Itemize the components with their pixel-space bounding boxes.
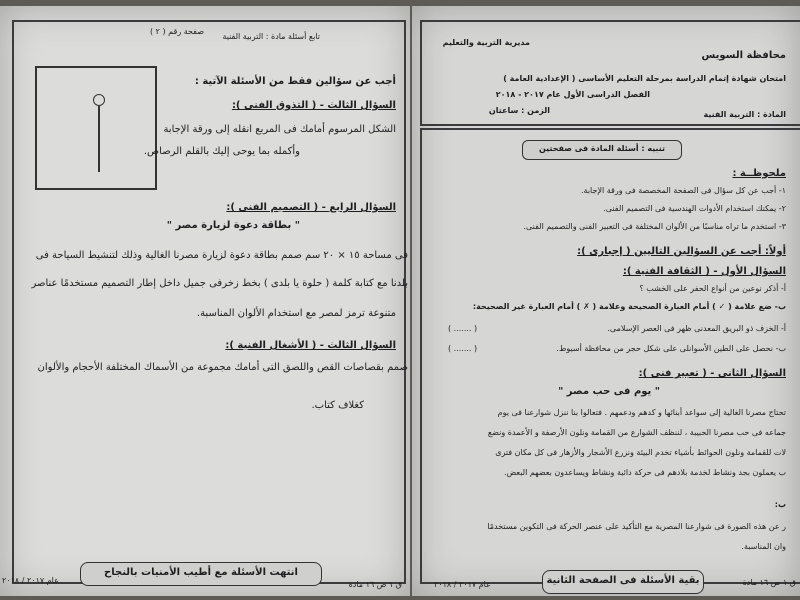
q3-text-1: الشكل المرسوم أمامك فى المربع انقله إلى ورقة الإجابة <box>163 124 396 135</box>
q2-title: السؤال الثانى - ( تعبير فنى ): <box>638 368 786 379</box>
exam-title: امتحان شهادة إتمام الدراسة بمرحلة التعليم الأساسى ( الإعدادية العامة ) <box>503 74 786 83</box>
q2-text-2: جماعه فى حب مصرنا الحبيبة ، لننظف الشوارع من القمامة ونلون الأرصفة و الأعمدة ونضع <box>487 428 786 437</box>
q4-text-3: متنوعة ترمز لمصر مع استخدام الألوان المناسبة. <box>196 308 396 319</box>
drawing-square <box>35 66 157 190</box>
q2-text-1: تحتاج مصرنا الغالية إلى سواعد أبنائها و كدهم ودعمهم . فتعالوا بنا ننزل شوارعنا فى يوم <box>497 408 786 417</box>
footer-year: عام ٢٠١٧ / ٢٠١٨ <box>434 580 491 589</box>
continued-box <box>542 570 704 594</box>
instruction: أجب عن سؤالين فقط من الأسئلة الآتية : <box>194 76 396 87</box>
exam-page-2 <box>0 6 410 596</box>
q4-subtitle: " بطاقة دعوة لزيارة مصر " <box>166 220 300 231</box>
q4-text-2: بلدنا مع كتابة كلمة ( حلوة يا بلدى ) بخط زخرفى جميل داخل إطار التصميم مستخدمًا عناصر <box>31 278 408 289</box>
page-number: صفحة رقم ( ٢ ) <box>150 27 205 36</box>
content-border <box>420 128 800 584</box>
note-2: ٢- يمكنك استخدام الأدوات الهندسية فى التصميم الفنى. <box>603 204 786 213</box>
q1-b-2: ب- نحصل على الطين الأسوانلى على شكل حجر من محافظة أسيوط. <box>556 344 786 353</box>
governorate: محافظة السويس <box>701 50 786 61</box>
line-shape <box>98 106 100 172</box>
q1-title: السؤال الأول - ( الثقافة الفنية ): <box>622 266 786 277</box>
q2-text-5: ر عن هذه الصورة فى شوارعنا المصرية مع التأكيد على عنصر الحركة فى التكوين مستخدمًا <box>487 522 786 531</box>
q5-text-2: كغلاف كتاب. <box>311 400 364 411</box>
q5-text-1: صمم بقصاصات القص واللصق التى أمامك مجموعة من الأسماك المختلفة الأحجام والألوان <box>37 362 408 373</box>
q2-requirement-label: ب: <box>774 500 786 509</box>
q3-text-2: وأكمله بما يوحى إليك بالقلم الرصاص. <box>143 146 300 157</box>
q4-title: السؤال الرابع - ( التصميم الفنى ): <box>226 202 396 213</box>
semester: الفصل الدراسى الأول عام ٢٠١٧ - ٢٠١٨ <box>495 90 650 99</box>
footer-code: ق ١ ص ١٦ مادة <box>348 580 402 589</box>
notice-text: تنبيه : أسئلة المادة فى صفحتين <box>538 144 666 153</box>
q2-text-4: ب يعملون بجد ونشاط لخدمة بلادهم فى حركة دائبة ونشاط ويساعدون بعضهم البعض. <box>504 468 786 477</box>
notice-box <box>522 140 682 160</box>
exam-time: الزمن : ساعتان <box>488 106 550 115</box>
q2-text-3: لات للقمامة ونلون الحوائط بأشياء تخدم البيئة ونزرع الأشجار والأزهار فى كل مكان فترى <box>495 448 786 457</box>
exam-page-1 <box>412 6 800 596</box>
continued-text: بقية الأسئلة فى الصفحة الثانية <box>546 575 700 586</box>
q1-b-1: أ- الخزف ذو البريق المعدنى ظهر فى العصر الإسلامى. <box>607 324 786 333</box>
note-1: ١- أجب عن كل سؤال فى الصفحة المخصصة فى ورقة الإجابة. <box>581 186 786 195</box>
notes-title: ملحوظــة : <box>732 168 786 179</box>
q3-title: السؤال الثالث - ( التذوق الفنى ): <box>231 100 396 111</box>
q1-a: أ- أذكر نوعين من أنواع الحفر على الخشب ؟ <box>639 284 786 293</box>
answer-blank-1: ( ....... ) <box>448 324 478 333</box>
footer-year: عام ٢٠١٧ / ٢٠١٨ <box>2 576 59 585</box>
q2-text-6: وان المناسبة. <box>741 542 786 551</box>
q2-subtitle: " يوم فى حب مصر " <box>558 386 660 397</box>
q1-b: ب- ضع علامة ( ✓ ) أمام العبارة الصحيحة وعلامة ( ✗ ) أمام العبارة غير الصحيحة: <box>472 302 786 311</box>
footer-code: ق ١ ص ١٦ مادة <box>742 578 796 587</box>
end-of-questions-text: انتهت الأسئلة مع أطيب الأمنيات بالنجاح <box>104 567 298 578</box>
part-1-title: أولاً: أجب عن السؤالين التاليين ( إجبارى ): <box>577 246 786 257</box>
page-header: تابع أسئلة مادة : التربية الفنية <box>222 32 320 41</box>
note-3: ٣- استخدم ما تراه مناسبًا من الألوان المختلفة فى التعبير الفنى والتصميم الفنى. <box>523 222 786 231</box>
end-of-questions-box <box>80 562 322 586</box>
directorate: مديرية التربية والتعليم <box>442 38 530 47</box>
subject: المادة : التربية الفنية <box>703 110 786 119</box>
answer-blank-2: ( ....... ) <box>448 344 478 353</box>
q4-text-1: فى مساحة ١٥ × ٢٠ سم صمم بطاقة دعوة لزيارة مصرنا الغالية وذلك لتنشيط السياحة فى <box>35 250 408 261</box>
q5-title: السؤال الثالث - ( الأشغال الفنية ): <box>225 340 396 351</box>
circle-shape <box>93 94 105 106</box>
